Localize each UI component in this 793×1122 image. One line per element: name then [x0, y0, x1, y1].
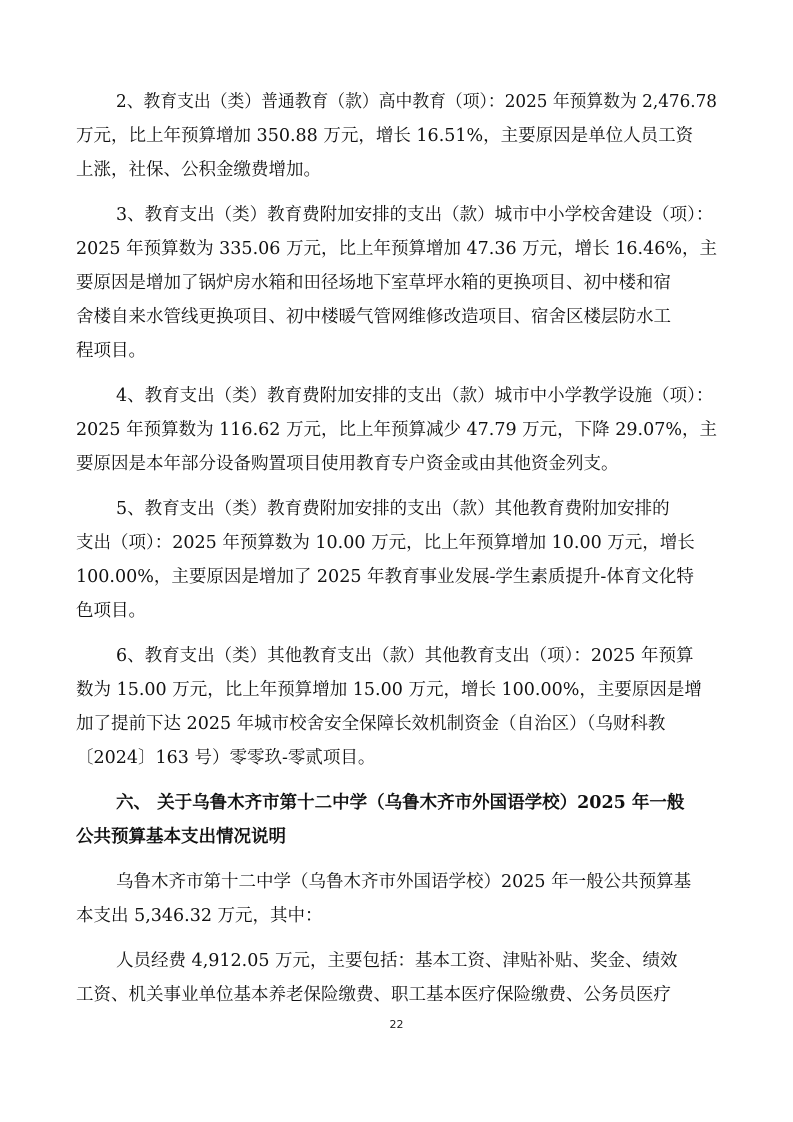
text-line: 本支出 5,346.32 万元，其中：: [76, 906, 323, 926]
text-line: 〔2024〕163 号）零零玖-零贰项目。: [76, 748, 376, 768]
text-line: 数为 15.00 万元，比上年预算增加 15.00 万元，增长 100.00%，主要原因是增: [76, 680, 702, 700]
text-line: 6、教育支出（类）其他教育支出（款）其他教育支出（项）：2025 年预算: [116, 646, 694, 666]
text-line: 人员经费 4,912.05 万元，主要包括：基本工资、津贴补贴、奖金、绩效: [116, 951, 678, 971]
text-line: 2025 年预算数为 335.06 万元，比上年预算增加 47.36 万元，增长 16.46%，主: [76, 239, 717, 259]
text-line: 乌鲁木齐市第十二中学（乌鲁木齐市外国语学校）2025 年一般公共预算基: [116, 872, 692, 892]
text-line: 要原因是增加了锅炉房水箱和田径场地下室草坪水箱的更换项目、初中楼和宿: [76, 273, 671, 293]
section-heading: 六、 关于乌鲁木齐市第十二中学（乌鲁木齐市外国语学校）2025 年一般: [116, 793, 685, 813]
text-line: 色项目。: [76, 601, 146, 621]
text-line: 工资、机关事业单位基本养老保险缴费、职工基本医疗保险缴费、公务员医疗: [76, 985, 671, 1005]
section-heading: 公共预算基本支出情况说明: [76, 827, 286, 847]
text-line: 万元，比上年预算增加 350.88 万元，增长 16.51%，主要原因是单位人员工资: [76, 126, 694, 146]
text-line: 5、教育支出（类）教育费附加安排的支出（款）其他教育费附加安排的: [116, 499, 670, 519]
text-line: 支出（项）：2025 年预算数为 10.00 万元，比上年预算增加 10.00 万元，增长: [76, 533, 695, 553]
text-line: 100.00%，主要原因是增加了 2025 年教育事业发展-学生素质提升-体育文化特: [76, 567, 694, 587]
text-line: 加了提前下达 2025 年城市校舍安全保障长效机制资金（自治区）（乌财科教: [76, 714, 666, 734]
text-line: 3、教育支出（类）教育费附加安排的支出（款）城市中小学校舍建设（项）：: [116, 205, 714, 225]
text-line: 2、教育支出（类）普通教育（款）高中教育（项）：2025 年预算数为 2,476.78: [116, 92, 717, 112]
text-line: 要原因是本年部分设备购置项目使用教育专户资金或由其他资金列支。: [76, 454, 619, 474]
text-line: 程项目。: [76, 341, 146, 361]
text-line: 2025 年预算数为 116.62 万元，比上年预算减少 47.79 万元，下降 29.07%，主: [76, 420, 717, 440]
text-line: 4、教育支出（类）教育费附加安排的支出（款）城市中小学教学设施（项）：: [116, 386, 714, 406]
page-number: 22: [389, 1018, 404, 1031]
text-line: 舍楼自来水管线更换项目、初中楼暖气管网维修改造项目、宿舍区楼层防水工: [76, 307, 671, 327]
text-line: 上涨，社保、公积金缴费增加。: [76, 160, 321, 180]
